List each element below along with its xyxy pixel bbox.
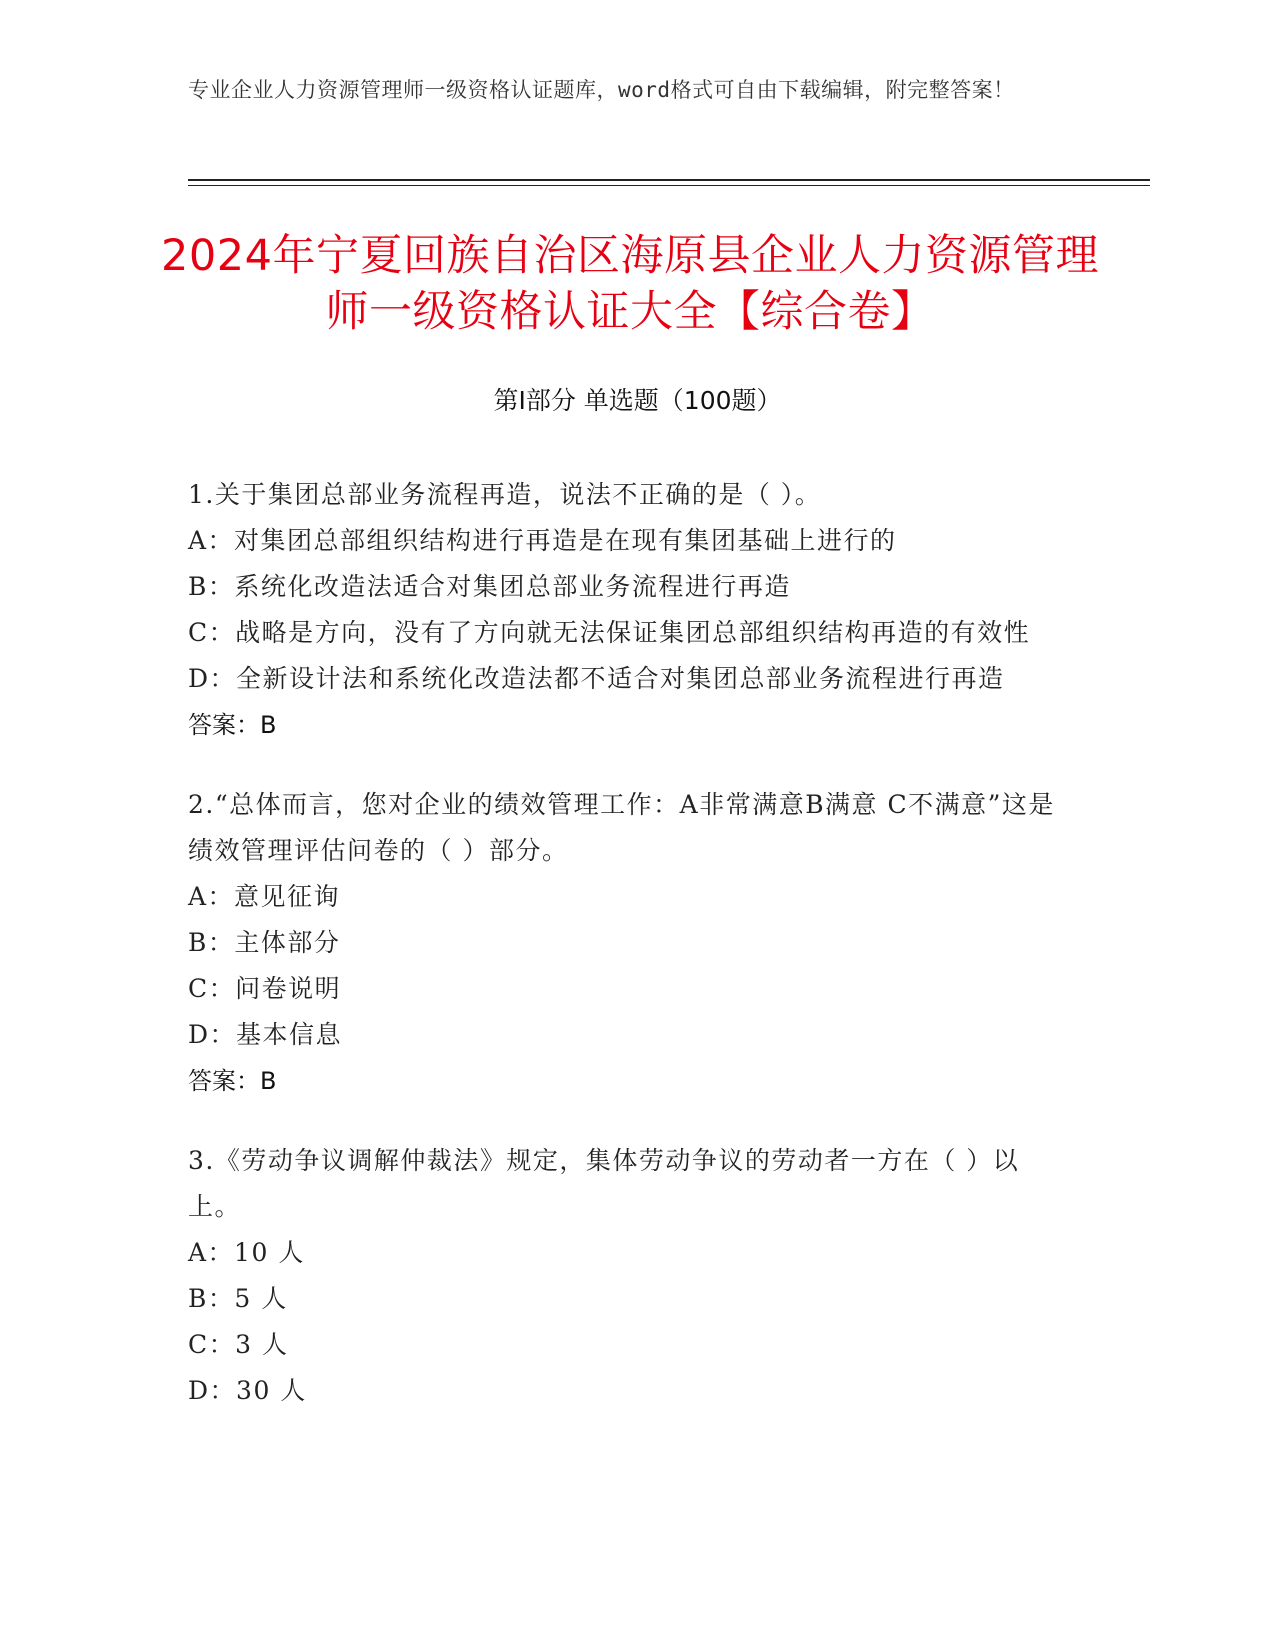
document-title: 2024年宁夏回族自治区海原县企业人力资源管理师一级资格认证大全【综合卷】 <box>161 231 1099 337</box>
question-stem: 2.“总体而言，您对企业的绩效管理工作：A非常满意B满意 C不满意”这是绩效管理评估问卷的（ ）部分。 <box>188 790 1055 865</box>
option-c: C：问卷说明 <box>188 974 342 1003</box>
header-note: 专业企业人力资源管理师一级资格认证题库，word格式可自由下载编辑，附完整答案！ <box>188 78 1015 102</box>
question-2 <box>188 782 1068 1104</box>
question-list <box>188 472 1068 1448</box>
option-a: A：对集团总部组织结构进行再造是在现有集团基础上进行的 <box>188 526 897 555</box>
answer: 答案：B <box>188 711 277 739</box>
header-divider-thick <box>188 179 1150 181</box>
answer: 答案：B <box>188 1067 277 1095</box>
option-a: A：意见征询 <box>188 882 341 911</box>
question-3 <box>188 1138 1068 1414</box>
question-stem: 1.关于集团总部业务流程再造，说法不正确的是（ ）。 <box>188 480 822 509</box>
question-1 <box>188 472 1068 748</box>
option-d: D：全新设计法和系统化改造法都不适合对集团总部业务流程进行再造 <box>188 664 1005 693</box>
option-b: B：5 人 <box>188 1284 288 1313</box>
option-b: B：系统化改造法适合对集团总部业务流程进行再造 <box>188 572 791 601</box>
option-d: D：基本信息 <box>188 1020 343 1049</box>
option-a: A：10 人 <box>188 1238 305 1267</box>
section-title: 第Ⅰ部分 单选题（100题） <box>493 386 782 415</box>
option-c: C：3 人 <box>188 1330 289 1359</box>
question-stem: 3.《劳动争议调解仲裁法》规定，集体劳动争议的劳动者一方在（ ）以上。 <box>188 1146 1020 1221</box>
option-d: D：30 人 <box>188 1376 307 1405</box>
header-divider-thin <box>188 185 1150 186</box>
option-b: B：主体部分 <box>188 928 341 957</box>
option-c: C：战略是方向，没有了方向就无法保证集团总部组织结构再造的有效性 <box>188 618 1031 647</box>
